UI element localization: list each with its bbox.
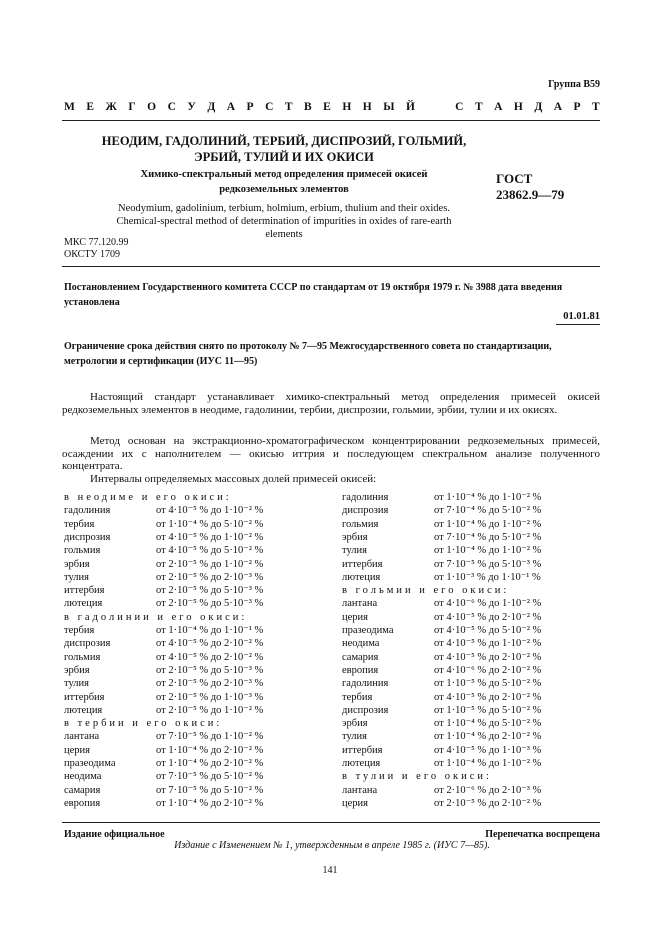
section-title: в гадолинии и его окиси: [64,611,248,623]
interval-range: от 1·10⁻⁴ % до 2·10⁻² % [156,744,264,756]
element-name: лютеция [342,571,381,583]
element-name: иттербия [64,691,105,703]
heading-letter: С [455,101,464,113]
interval-range: от 1·10⁻⁴ % до 2·10⁻² % [156,797,264,809]
interval-range: от 2·10⁻⁵ % до 2·10⁻³ % [156,571,264,583]
limit-removal-text: Ограничение срока действия снято по протоколу № 7—95 Межгосударственного совета по стандартизации, метрологии и сертификации (ИУС 11—95) [64,341,552,367]
interval-range: от 1·10⁻⁵ % до 5·10⁻² % [434,704,542,716]
heading-letter: Д [207,101,216,113]
element-name: диспрозия [64,638,111,650]
element-name: церия [342,797,368,809]
official-edition: Издание официальное [64,829,165,840]
interval-range: от 2·10⁻⁵ % до 1·10⁻² % [156,558,264,570]
interval-range: от 2·10⁻⁶ % до 2·10⁻³ % [434,784,542,796]
heading-letter: Й [405,101,415,113]
element-name: церия [64,744,90,756]
interval-range: от 2·10⁻⁵ % до 5·10⁻³ % [156,598,264,610]
section-title: в тулии и его окиси: [342,771,492,783]
element-name: тулия [64,678,89,690]
element-name: самария [342,651,379,663]
top-rule [62,120,600,121]
interval-range: от 4·10⁻⁵ % до 1·10⁻³ % [434,744,542,756]
paragraph-method: Метод основан на экстракционно-хроматографическом концентрировании редкоземельных примесей, осаждении их с наполнителем — окисью иттрия и последующем спектральном анализе полученного концентрата. [62,435,600,472]
effective-date-underline [556,324,600,325]
element-name: гольмия [342,518,379,530]
subtitle-line-2: редкоземельных элементов [219,184,349,195]
heading-letter: В [304,101,312,113]
heading-letter [426,101,429,113]
interval-range: от 4·10⁻⁶ % до 2·10⁻² % [434,664,542,676]
interval-range: от 1·10⁻⁴ % до 5·10⁻² % [434,718,542,730]
heading-letter: Н [513,101,523,113]
interval-range: от 7·10⁻⁴ % до 5·10⁻² % [434,531,542,543]
element-name: тулия [342,731,367,743]
element-name: празеодима [342,625,394,636]
element-name: гадолиния [342,678,389,690]
heading-letter: А [226,101,236,113]
element-name: тербия [342,691,373,703]
interval-range: от 4·10⁻⁵ % до 2·10⁻² % [434,611,542,623]
heading-letter: Д [534,101,543,113]
heading-letter: Т [284,101,293,113]
decree-text: Постановлением Государственного комитета СССР по стандартам от 19 октября 1979 г. № 3988 дата введения установлена [64,282,563,308]
heading-letter: Н [362,101,372,113]
document-subtitle [64,167,504,197]
element-name: лантана [64,731,100,743]
interval-range: от 4·10⁻⁵ % до 1·10⁻² % [156,505,264,517]
element-name: диспрозия [342,704,389,716]
element-name: эрбия [64,664,90,676]
heading-letter: М [64,101,75,113]
gost-number-block [496,171,606,203]
effective-date: 01.01.81 [563,311,600,322]
interval-range: от 4·10⁻⁵ % до 5·10⁻² % [156,545,264,557]
interval-range: от 1·10⁻⁴ % до 2·10⁻² % [434,731,542,743]
heading-letter: С [265,101,274,113]
interval-range: от 4·10⁻⁶ % до 1·10⁻² % [434,598,542,610]
amendment-note: Издание с Изменением № 1, утвержденным в апреле 1985 г. (ИУС 7—85). [174,840,490,851]
section-title: в гольмии и его окиси: [342,585,510,597]
heading-letter: А [553,101,563,113]
interval-range: от 1·10⁻⁵ % до 5·10⁻² % [434,678,542,690]
interval-range: от 1·10⁻⁴ % до 1·10⁻² % [434,492,542,503]
title-line-2: ЭРБИЙ, ТУЛИЙ И ИХ ОКИСИ [194,150,374,164]
heading-letter: Н [342,101,352,113]
heading-letter: Е [323,101,331,113]
element-name: лантана [342,784,378,796]
heading-letter: Т [474,101,483,113]
element-name: тербия [64,518,95,530]
heading-letter: У [187,101,196,113]
element-name: празеодима [64,758,116,769]
interval-range: от 4·10⁻⁵ % до 2·10⁻² % [434,651,542,663]
heading-letter: А [494,101,503,113]
english-title-line-1: Neodymium, gadolinium, terbium, holmium, erbium, thulium and their oxides. [118,203,450,214]
classification-codes [64,237,128,261]
element-name: тербия [64,625,95,636]
heading-letter: Г [128,101,136,113]
element-name: европия [342,664,379,676]
english-title-line-3: elements [265,229,303,240]
element-name: тулия [342,545,367,557]
heading-letter: О [147,101,157,113]
interval-range: от 4·10⁻⁵ % до 2·10⁻² % [434,691,542,703]
interval-range: от 1·10⁻⁴ % до 5·10⁻² % [156,518,264,530]
interval-range: от 1·10⁻⁴ % до 1·10⁻² % [434,545,542,557]
interval-range: от 7·10⁻⁵ % до 1·10⁻² % [156,731,264,743]
heading-letter: Т [592,101,600,113]
section-title: в неодиме и его окиси: [64,492,232,503]
title-line-1: НЕОДИМ, ГАДОЛИНИЙ, ТЕРБИЙ, ДИСПРОЗИЙ, ГОЛЬМИЙ, [101,134,467,148]
element-name: тулия [64,571,89,583]
okstu-code: ОКСТУ 1709 [64,249,121,260]
paragraph-intervals-intro: Интервалы определяемых массовых долей примесей окисей: [90,473,377,485]
interval-range: от 2·10⁻⁵ % до 2·10⁻² % [434,797,542,809]
left-intervals-column [64,491,334,811]
interval-range: от 1·10⁻³ % до 1·10⁻¹ % [434,571,541,583]
interval-range: от 2·10⁻⁵ % до 5·10⁻³ % [156,664,264,676]
interval-range: от 4·10⁻⁵ % до 2·10⁻² % [156,638,264,650]
interval-range: от 4·10⁻⁵ % до 1·10⁻² % [434,638,542,650]
interstate-standard-heading [64,101,600,113]
interval-range: от 7·10⁻⁵ % до 5·10⁻³ % [434,558,542,570]
interval-range: от 4·10⁻⁵ % до 5·10⁻² % [434,625,542,636]
interval-range: от 7·10⁻⁵ % до 5·10⁻² % [156,771,264,783]
interval-range: от 1·10⁻⁴ % до 1·10⁻² % [434,758,542,769]
heading-letter: Ы [383,101,395,113]
heading-letter: Р [246,101,254,113]
mks-code: МКС 77.120.99 [64,237,129,248]
element-name: иттербия [342,558,383,570]
element-name: гольмия [64,545,101,557]
element-name: европия [64,797,101,809]
header-rule [62,266,600,267]
footer-rule [62,822,600,823]
right-intervals-column [342,491,602,811]
interval-range: от 4·10⁻⁵ % до 1·10⁻² % [156,531,264,543]
interval-range: от 2·10⁻⁵ % до 2·10⁻³ % [156,678,264,690]
english-title [64,202,504,241]
interval-range: от 4·10⁻⁵ % до 2·10⁻² % [156,651,264,663]
group-code: Группа В59 [548,79,600,90]
document-title [64,133,504,165]
element-name: иттербия [64,585,105,597]
interval-range: от 2·10⁻⁵ % до 1·10⁻³ % [156,691,264,703]
element-name: эрбия [342,718,368,730]
element-name: лантана [342,598,378,610]
gost-label: ГОСТ [496,171,533,186]
paragraph-scope: Настоящий стандарт устанавливает химико-спектральный метод определения примесей окисей редкоземельных элементов в неодиме, гадолинии, тербии, диспрозии, гольмии, эрбии, тулии и их окисях. [62,391,600,416]
gost-number: 23862.9—79 [496,187,565,202]
page-number: 141 [322,865,338,876]
reprint-prohibited: Перепечатка воспрещена [485,829,600,840]
interval-range: от 2·10⁻⁵ % до 1·10⁻² % [156,704,264,716]
subtitle-line-1: Химико-спектральный метод определения примесей окисей [140,169,428,180]
element-name: эрбия [64,558,90,570]
element-name: гадолиния [64,505,111,517]
element-name: диспрозия [342,505,389,517]
element-name: лютеция [342,758,381,769]
interval-range: от 1·10⁻⁴ % до 1·10⁻² % [434,518,542,530]
element-name: гадолиния [342,492,389,503]
interval-range: от 7·10⁻⁵ % до 5·10⁻² % [156,784,264,796]
interval-range: от 1·10⁻⁴ % до 1·10⁻¹ % [156,625,264,636]
heading-letter: Ж [105,101,117,113]
heading-letter: Р [573,101,581,113]
element-name: диспрозия [64,531,111,543]
element-name: лютеция [64,598,103,610]
element-name: церия [342,611,368,623]
element-name: гольмия [64,651,101,663]
element-name: эрбия [342,531,368,543]
element-name: лютеция [64,704,103,716]
heading-letter: Е [86,101,95,113]
section-title: в тербии и его окиси: [64,718,223,730]
element-name: самария [64,784,101,796]
element-name: неодима [64,771,102,783]
interval-range: от 7·10⁻⁴ % до 5·10⁻² % [434,505,542,517]
heading-letter [441,101,444,113]
english-title-line-2: Chemical-spectral method of determination of impurities in oxides of rare-earth [116,216,452,227]
interval-range: от 2·10⁻⁵ % до 5·10⁻³ % [156,585,264,597]
element-name: неодима [342,638,380,650]
interval-range: от 1·10⁻⁴ % до 2·10⁻² % [156,758,264,769]
element-name: иттербия [342,744,383,756]
heading-letter: С [167,101,176,113]
